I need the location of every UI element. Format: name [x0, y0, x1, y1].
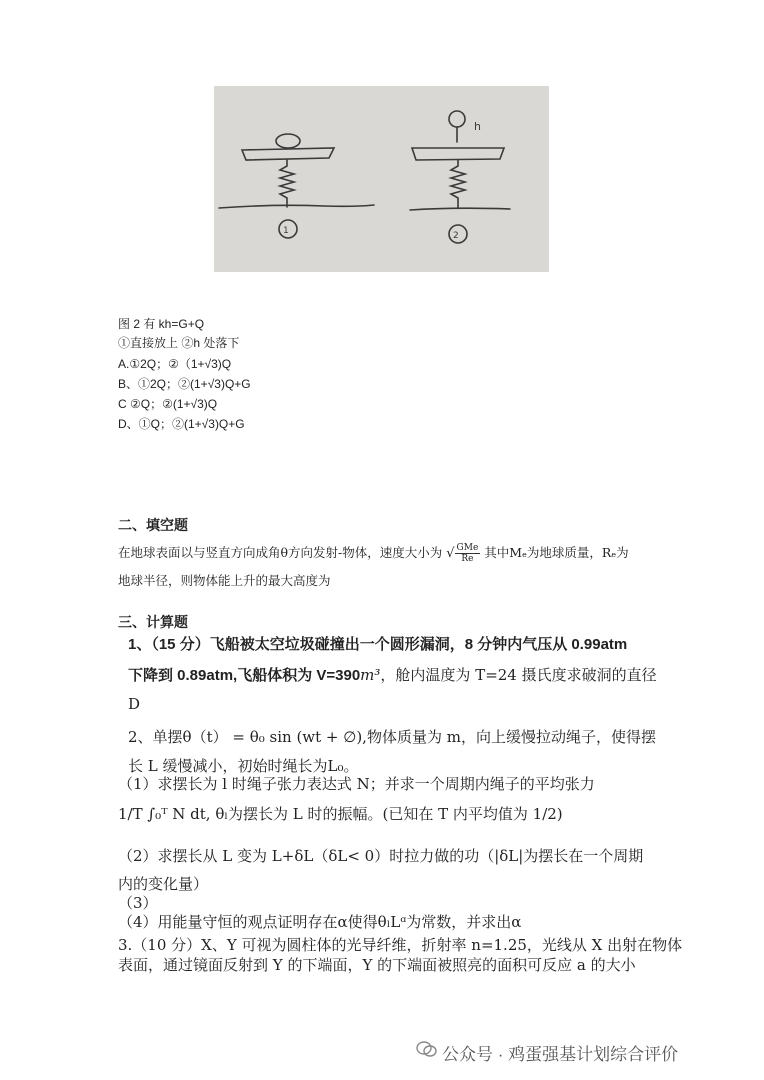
q1-line-1: 1、（15 分）飞船被太空垃圾碰撞出一个圆形漏洞，8 分钟内气压从 0.99atm — [128, 636, 628, 653]
calc-heading: 三、计算题 — [118, 614, 188, 630]
h-label: h — [474, 120, 481, 133]
mc-option-d: D、①Q；②(1+√3)Q+G — [118, 417, 245, 431]
q2-line-1: 2、单摆θ（t） = θ₀ sin (wt + ∅),物体质量为 m，向上缓慢拉动绳子，使得摆 — [128, 728, 656, 746]
q2-part-1a: （1）求摆长为 l 时绳子张力表达式 N；并求一个周期内绳子的平均张力 — [118, 775, 595, 793]
fill-line-1b: 其中Mₑ为地球质量，Rₑ为 — [484, 545, 629, 560]
fill-heading: 二、填空题 — [118, 517, 188, 533]
mc-option-c: C ②Q；②(1+√3)Q — [118, 397, 218, 411]
q2-part-2a: （2）求摆长从 L 变为 L+δL（δL< 0）时拉力做的功（|δL|为摆长在一个周期 — [118, 847, 644, 865]
mc-line-2: ①直接放上 ②h 处落下 — [118, 336, 240, 350]
q2-part-1b: 1/T ∫₀ᵀ N dt, θₗ为摆长为 L 时的振幅。(已知在 T 内平均值为 1/2) — [118, 805, 563, 823]
q3-line-2: 表面，通过镜面反射到 Y 的下端面，Y 的下端面被照亮的面积可反应 a 的大小 — [118, 956, 636, 974]
ground-line-1 — [219, 205, 374, 208]
fill-line-2: 地球半径，则物体能上升的最大高度为 — [118, 573, 331, 588]
ground-line-2 — [410, 208, 510, 210]
label-1-text: 1 — [283, 226, 289, 236]
wechat-icon — [416, 1040, 438, 1058]
spring-1 — [280, 160, 294, 207]
fill-line-1 — [118, 543, 629, 564]
frac-num: GMe — [456, 543, 479, 553]
spring-2 — [451, 160, 465, 208]
fill-line-1a: 在地球表面以与竖直方向成角θ方向发射-物体，速度大小为 — [118, 545, 443, 560]
sqrt-sign: √ — [446, 546, 455, 561]
q1-line-2c: ，舱内温度为 T=24 摄氏度求破洞的直径 — [380, 666, 657, 684]
watermark-text: 公众号 · 鸡蛋强基计划综合评价 — [442, 1045, 679, 1064]
label-2-text: 2 — [453, 231, 459, 241]
q1-line-3: D — [128, 695, 141, 713]
q1-line-2 — [128, 665, 657, 686]
mc-option-a: A.①2Q；②（1+√3)Q — [118, 357, 232, 371]
plate-1 — [242, 148, 334, 160]
plate-2 — [412, 148, 504, 160]
mc-option-b: B、①2Q；②(1+√3)Q+G — [118, 377, 251, 391]
q1-unit: m³ — [360, 666, 381, 684]
spring-diagram — [214, 86, 549, 272]
fraction — [455, 543, 481, 564]
frac-den: Re — [461, 554, 474, 564]
q1-line-2a: 下降到 0.89atm,飞船体积为 V=390 — [128, 667, 361, 684]
ball-1 — [276, 134, 300, 148]
spring-figure-photo — [214, 86, 549, 272]
q2-line-2: 长 L 缓慢减小，初始时绳长为L₀。 — [128, 757, 359, 775]
mc-line-1: 图 2 有 kh=G+Q — [118, 317, 205, 331]
ball-2 — [449, 111, 465, 127]
q2-part-3: （3） — [118, 894, 158, 912]
q3-line-1: 3.（10 分）X、Y 可视为圆柱体的光导纤维，折射率 n=1.25，光线从 X 出射在物体 — [118, 936, 683, 954]
q2-part-4: （4）用能量守恒的观点证明存在α使得θₗLᵅ为常数，并求出α — [118, 913, 522, 931]
q2-part-2b: 内的变化量） — [118, 875, 209, 893]
